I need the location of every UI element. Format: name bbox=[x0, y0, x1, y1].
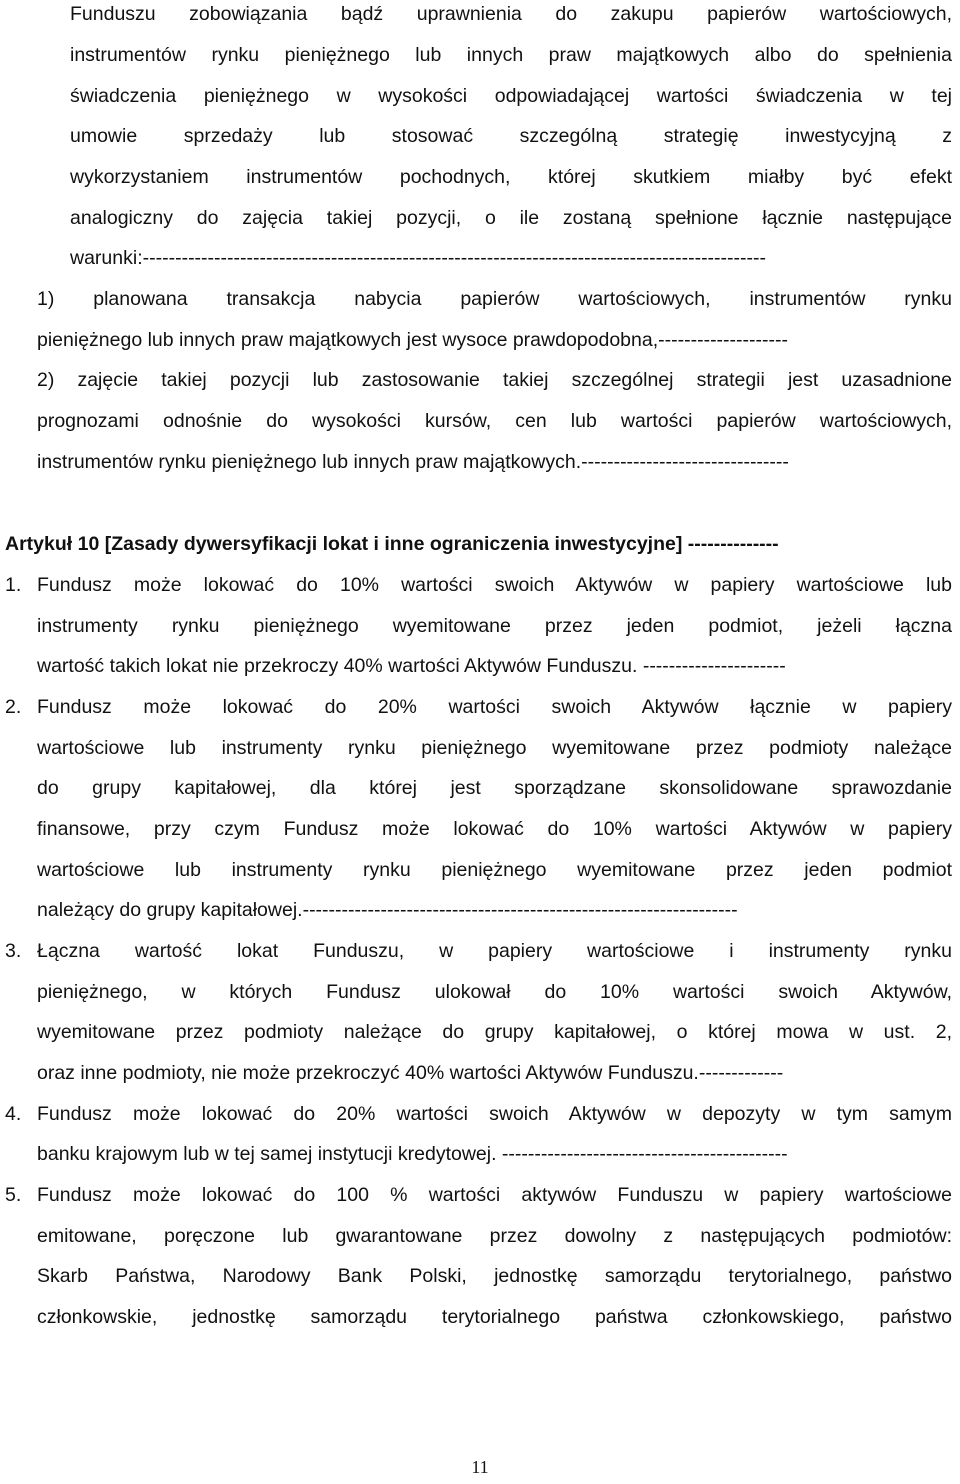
item-line: oraz inne podmioty, nie może przekroczyć 40% wartości Aktywów Funduszu.------------- bbox=[37, 1062, 784, 1084]
item-number: 1. bbox=[5, 574, 22, 596]
item-line: Fundusz może lokować do 100 % wartości aktywów Funduszu w papiery wartościowe bbox=[37, 1184, 952, 1206]
item-number: 5. bbox=[5, 1184, 22, 1206]
article-heading: Artykuł 10 [Zasady dywersyfikacji lokat i inne ograniczenia inwestycyjne] -------------- bbox=[5, 533, 779, 555]
item-number: 3. bbox=[5, 940, 22, 962]
item-line: wartościowe lub instrumenty rynku pieniężnego wyemitowane przez podmioty należące bbox=[37, 737, 952, 759]
item-line: Skarb Państwa, Narodowy Bank Polski, jednostkę samorządu terytorialnego, państwo bbox=[37, 1265, 952, 1287]
page-number: 11 bbox=[471, 1457, 489, 1477]
intro-line: analogiczny do zajęcia takiej pozycji, o ile zostaną spełnione łącznie następujące bbox=[70, 207, 952, 229]
condition-line: 1) planowana transakcja nabycia papierów wartościowych, instrumentów rynku bbox=[37, 288, 952, 310]
item-line: emitowane, poręczone lub gwarantowane przez dowolny z następujących podmiotów: bbox=[37, 1225, 952, 1247]
condition-line: pieniężnego lub innych praw majątkowych jest wysoce prawdopodobna,-------------------- bbox=[37, 329, 788, 351]
item-line: należący do grupy kapitałowej.------------------------------------------------------------------- bbox=[37, 899, 738, 921]
intro-line: Funduszu zobowiązania bądź uprawnienia do zakupu papierów wartościowych, bbox=[70, 3, 952, 25]
item-line: Łączna wartość lokat Funduszu, w papiery wartościowe i instrumenty rynku bbox=[37, 940, 952, 962]
item-number: 2. bbox=[5, 696, 22, 718]
item-line: wartościowe lub instrumenty rynku pieniężnego wyemitowane przez jeden podmiot bbox=[37, 859, 952, 881]
item-line: finansowe, przy czym Fundusz może lokować do 10% wartości Aktywów w papiery bbox=[37, 818, 952, 840]
item-line: członkowskie, jednostkę samorządu terytorialnego państwa członkowskiego, państwo bbox=[37, 1306, 952, 1328]
item-line: Fundusz może lokować do 10% wartości swoich Aktywów w papiery wartościowe lub bbox=[37, 574, 952, 596]
item-line: Fundusz może lokować do 20% wartości swoich Aktywów w depozyty w tym samym bbox=[37, 1103, 952, 1125]
item-line: wyemitowane przez podmioty należące do grupy kapitałowej, o której mowa w ust. 2, bbox=[37, 1021, 952, 1043]
condition-line: instrumentów rynku pieniężnego lub innych praw majątkowych.-------------------------------- bbox=[37, 451, 789, 473]
intro-line: instrumentów rynku pieniężnego lub innych praw majątkowych albo do spełnienia bbox=[70, 44, 952, 66]
intro-line: świadczenia pieniężnego w wysokości odpowiadającej wartości świadczenia w tej bbox=[70, 85, 952, 107]
item-line: wartość takich lokat nie przekroczy 40% wartości Aktywów Funduszu. ---------------------- bbox=[37, 655, 786, 677]
condition-line: 2) zajęcie takiej pozycji lub zastosowanie takiej szczególnej strategii jest uzasadnione bbox=[37, 369, 952, 391]
item-line: do grupy kapitałowej, dla której jest sporządzane skonsolidowane sprawozdanie bbox=[37, 777, 952, 799]
item-line: pieniężnego, w których Fundusz ulokował do 10% wartości swoich Aktywów, bbox=[37, 981, 952, 1003]
intro-line: warunki:------------------------------------------------------------------------------------------------ bbox=[70, 247, 767, 269]
intro-line: wykorzystaniem instrumentów pochodnych, której skutkiem miałby być efekt bbox=[70, 166, 952, 188]
intro-line: umowie sprzedaży lub stosować szczególną strategię inwestycyjną z bbox=[70, 125, 952, 147]
item-number: 4. bbox=[5, 1103, 22, 1125]
item-line: instrumenty rynku pieniężnego wyemitowane przez jeden podmiot, jeżeli łączna bbox=[37, 615, 952, 637]
item-line: Fundusz może lokować do 20% wartości swoich Aktywów łącznie w papiery bbox=[37, 696, 952, 718]
item-line: banku krajowym lub w tej samej instytucji kredytowej. -------------------------------------------- bbox=[37, 1143, 788, 1165]
condition-line: prognozami odnośnie do wysokości kursów, cen lub wartości papierów wartościowych, bbox=[37, 410, 952, 432]
